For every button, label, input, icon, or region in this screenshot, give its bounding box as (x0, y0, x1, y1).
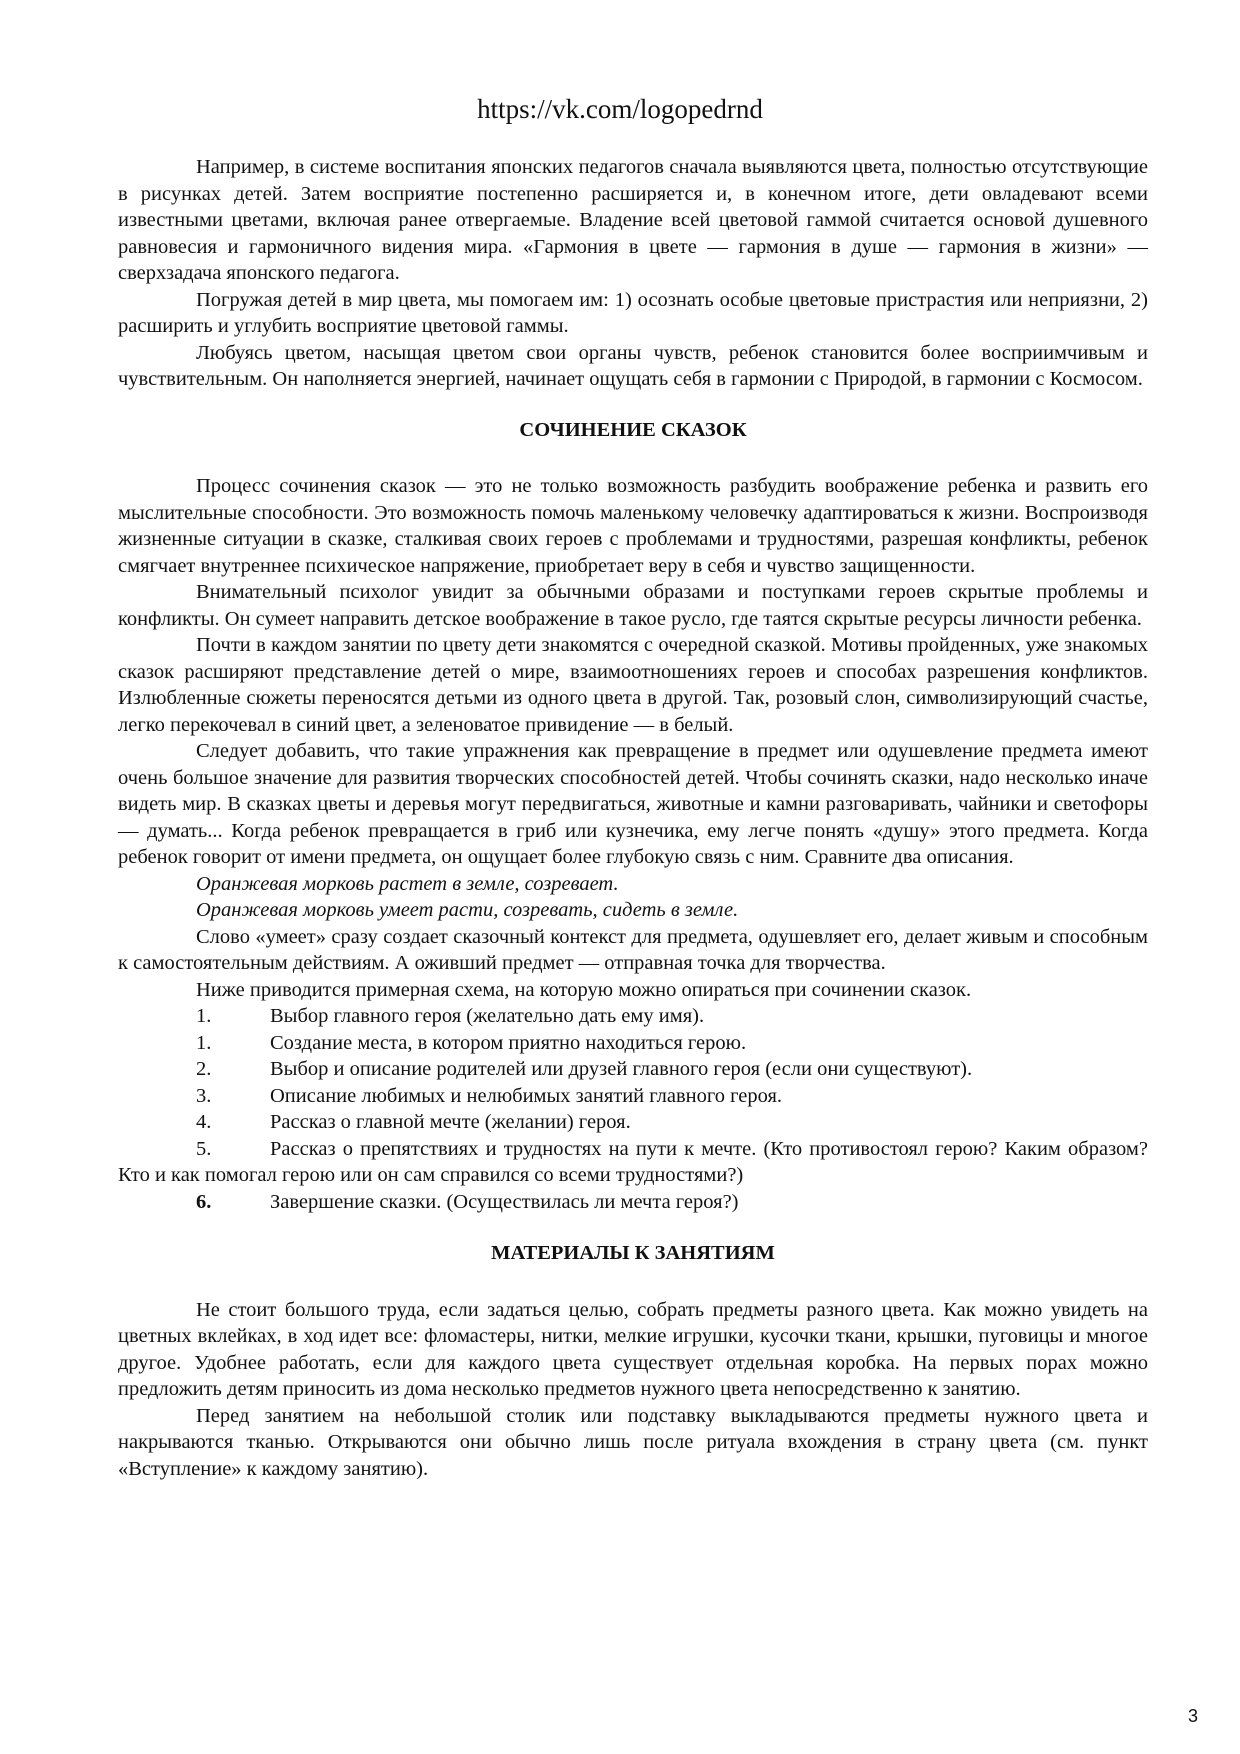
list-item (118, 1003, 1148, 1030)
italic-example: Оранжевая морковь растет в земле, созревает. (196, 872, 619, 895)
paragraph: Не стоит большого труда, если задаться целью, собрать предметы разного цвета. Как можно увидеть на цветных вклейках, в ход идет все: фломастеры, нитки, мелкие игрушки, кусочки ткани, крышки, пуговицы и многое другое. Удобнее работать, если для каждого цвета существует отдельная коробка. На первых порах можно предложить детям приносить из дома несколько предметов нужного цвета непосредственно к занятию. (118, 1298, 1148, 1400)
header-url: https://vk.com/logopedrnd (477, 94, 763, 124)
list-number: 5. (196, 1137, 212, 1160)
page-body (118, 154, 1148, 1482)
paragraph: Процесс сочинения сказок — это не только возможность разбудить воображение ребенка и развить его мыслительные способности. Это возможность помочь маленькому человечку адаптироваться к жизни. Воспроизводя жизненные ситуации в сказке, сталкивая своих героев с проблемами и трудностями, разрешая конфликты, ребенок смягчает внутреннее психическое напряжение, приобретает веру в себя и чувство защищенности. (118, 475, 1148, 577)
list-number: 1. (196, 1031, 212, 1054)
paragraph: Следует добавить, что такие упражнения как превращение в предмет или одушевление предмета имеют очень большое значение для развития творческих способностей детей. Чтобы сочинять сказки, надо несколько иначе видеть мир. В сказках цветы и деревья могут передвигаться, животные и камни разговаривать, чайники и светофоры — думать... Когда ребенок превращается в гриб или кузнечика, ему легче понять «душу» этого предмета. Когда ребенок говорит от имени предмета, он ощущает более глубокую связь с ним. Сравните два описания. (118, 740, 1148, 868)
paragraph: Внимательный психолог увидит за обычными образами и поступками героев скрытые проблемы и конфликты. Он сумеет направить детское воображение в такое русло, где таятся скрытые ресурсы личности ребенка. (118, 581, 1148, 630)
list-item (118, 1056, 1148, 1083)
list-item (118, 1083, 1148, 1110)
list-number: 6. (196, 1190, 212, 1213)
list-number: 4. (196, 1111, 212, 1133)
paragraph: Например, в системе воспитания японских педагогов сначала выявляются цвета, полностью отсутствующие в рисунках детей. Затем восприятие постепенно расширяется и, в конечном итоге, дети овладевают всеми известными цветами, включая ранее отвергаемые. Владение всей цветовой гаммой считается основой душевного равновесия и гармоничного видения мира. «Гармония в цвете — гармония в душе — гармония в жизни» — сверхзадача японского педагога. (118, 156, 1148, 284)
list-number: 2. (196, 1058, 212, 1080)
page-number: 3 (1188, 1706, 1199, 1726)
list-item (118, 1136, 1148, 1189)
paragraph: Слово «умеет» сразу создает сказочный контекст для предмета, одушевляет его, делает живым и способным к самостоятельным действиям. А оживший предмет — отправная точка для творчества. (118, 925, 1148, 974)
list-text: Завершение сказки. (Осуществилась ли мечта героя?) (270, 1190, 739, 1213)
list-text: Создание места, в котором приятно находиться герою. (270, 1031, 747, 1054)
paragraph: Перед занятием на небольшой столик или подставку выкладываются предметы нужного цвета и накрываются тканью. Открываются они обычно лишь после ритуала вхождения в страну цвета (см. пункт «Вступление» к каждому занятию). (118, 1404, 1148, 1480)
list-item (118, 1189, 1148, 1216)
paragraph: Любуясь цветом, насыщая цветом свои органы чувств, ребенок становится более восприимчивым и чувствительным. Он наполняется энергией, начинает ощущать себя в гармонии с Природой, в гармонии с Космосом. (118, 341, 1148, 390)
list-item (118, 1030, 1148, 1057)
paragraph: Погружая детей в мир цвета, мы помогаем им: 1) осознать особые цветовые пристрастия или неприязни, 2) расширить и углубить восприятие цветовой гаммы. (118, 288, 1148, 337)
list-text: Выбор главного героя (желательно дать ему имя). (270, 1005, 705, 1027)
list-number: 3. (196, 1084, 212, 1107)
section-heading: МАТЕРИАЛЫ К ЗАНЯТИЯМ (491, 1242, 775, 1264)
paragraph: Почти в каждом занятии по цвету дети знакомятся с очередной сказкой. Мотивы пройденных, уже знакомых сказок расширяют представление детей о мире, взаимоотношениях героев и способах разрешения конфликтов. Излюбленные сюжеты переносятся детьми из одного цвета в другой. Так, розовый слон, символизирующий счастье, легко перекочевал в синий цвет, а зеленоватое привидение — в белый. (118, 634, 1148, 736)
list-text: Рассказ о главной мечте (желании) героя. (270, 1111, 631, 1133)
paragraph: Ниже приводится примерная схема, на которую можно опираться при сочинении сказок. (196, 978, 972, 1001)
list-text: Описание любимых и нелюбимых занятий главного героя. (270, 1084, 783, 1107)
italic-example: Оранжевая морковь умеет расти, созревать, сидеть в земле. (196, 899, 739, 921)
list-text: Рассказ о препятствиях и трудностях на пути к мечте. (Кто противостоял герою? Каким образом? Кто и как помогал герою или он сам справился со всеми трудностями?) (118, 1137, 1148, 1186)
list-text: Выбор и описание родителей или друзей главного героя (если они существуют). (270, 1058, 973, 1080)
section-heading: СОЧИНЕНИЕ СКАЗОК (519, 418, 747, 441)
list-item (118, 1109, 1148, 1136)
list-number: 1. (196, 1005, 212, 1027)
